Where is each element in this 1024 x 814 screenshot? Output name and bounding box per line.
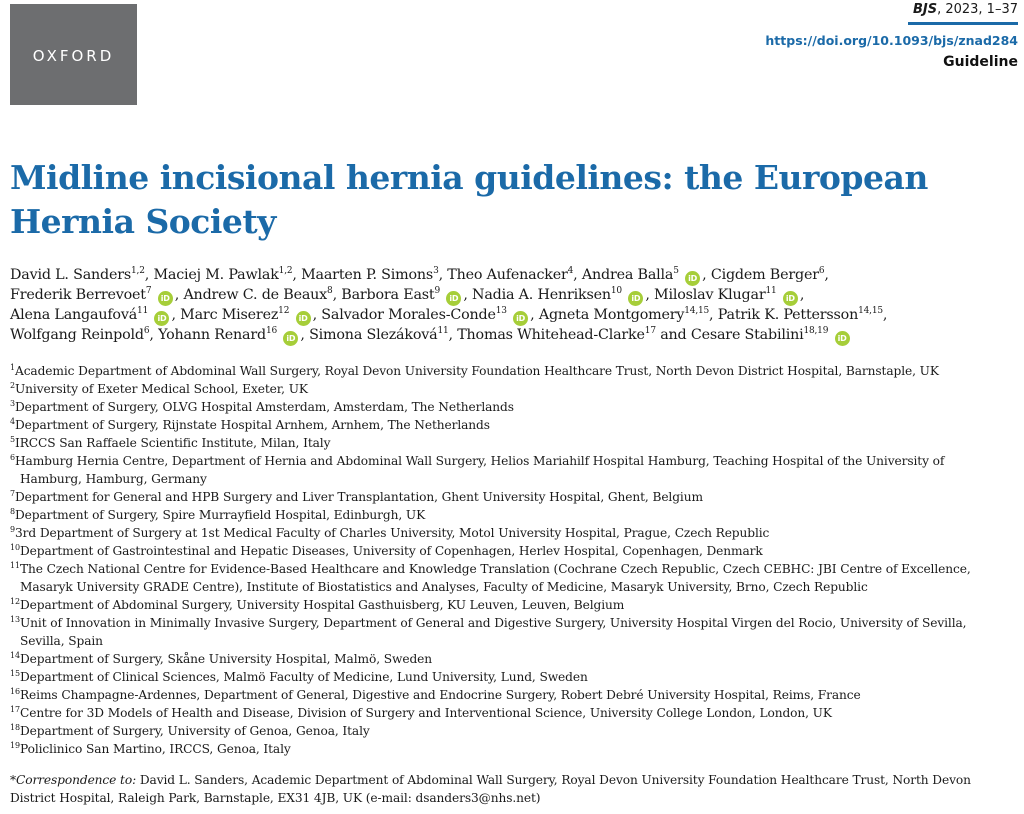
author-affiliation-ref: 6 [143,326,150,337]
correspondence-line-1: David L. Sanders, Academic Department of Abdominal Wall Surgery, Royal Devon University Foundation Healthcare Trust, North Devon [136,773,971,787]
author [10,287,175,303]
author-separator: , [438,267,448,283]
publisher-logo-text: OXFORD [32,46,115,65]
correspondence-label: *Correspondence to: [10,773,137,787]
header-rule [908,22,1018,25]
affiliation-text: Department of Clinical Sciences, Malmö Faculty of Medicine, Lund University, Lund, Sweden [19,670,588,684]
affiliation-text: Centre for 3D Models of Health and Disease, Division of Surgery and Interventional Science, University College London, London, UK [19,706,832,720]
author-name[interactable]: Yohann Renard [158,327,266,343]
affiliation-item [10,650,1010,668]
affiliation-text: 3rd Department of Surgery at 1st Medical Faculty of Charles University, Motol University Hospital, Prague, Czech Republic [15,526,770,540]
citation-rest: , 2023, 1–37 [937,2,1018,17]
affiliation-item [10,362,1010,380]
affiliation-number: 14 [10,650,20,660]
article-type: Guideline [943,54,1018,70]
affiliation-text: University of Exeter Medical School, Exeter, UK [15,382,308,396]
author-name[interactable]: Wolfgang Reinpold [10,327,144,343]
affiliation-text: Department of Surgery, University of Genoa, Genoa, Italy [19,724,370,738]
affiliation-number: 2 [10,380,15,390]
author [10,327,149,343]
affiliation-item [10,398,1010,416]
author [10,267,145,283]
author-name[interactable]: Barbora East [341,287,435,303]
affiliation-text: Hamburg, Hamburg, Germany [20,472,207,486]
title-line-1: Midline incisional hernia guidelines: the European [10,158,928,197]
affiliation-item [10,380,1010,398]
author [158,327,300,343]
author-affiliation-ref: 1,2 [131,266,145,277]
affiliation-text: Academic Department of Abdominal Wall Surgery, Royal Devon University Foundation Healthcare Trust, North Devon District Hospital, Barnstaple, UK [15,364,939,378]
author-separator: , [300,327,310,343]
author [180,307,312,323]
author-separator: , [702,267,711,283]
author-name[interactable]: Cesare Stabilini [690,327,804,343]
author-separator: , [149,327,159,343]
affiliation-item [10,506,1010,524]
author-name[interactable]: David L. Sanders [10,267,132,283]
author [539,307,709,323]
affiliation-number: 1 [10,362,15,372]
author-affiliation-ref: 12 [278,306,290,317]
author [321,307,530,323]
author-affiliation-ref: 14,15 [858,306,883,317]
affiliation-text: Hamburg Hernia Centre, Department of Hernia and Abdominal Wall Surgery, Helios Mariahilf Hospital Hamburg, Teaching Hospital of the University of [15,454,945,468]
affiliation-item [10,560,1010,596]
journal-name: BJS [912,2,938,17]
doi-link[interactable]: https://doi.org/10.1093/bjs/znad284 [765,33,1018,48]
author-name[interactable]: Frederik Berrevoet [10,287,146,303]
author-affiliation-ref: 11 [437,326,449,337]
author-name[interactable]: Simona Slezáková [309,327,438,343]
author [183,287,332,303]
publisher-logo [10,4,137,105]
affiliation-item [10,740,1010,758]
author [301,267,439,283]
author-name[interactable]: Patrik K. Pettersson [717,307,859,323]
affiliation-number: 15 [10,668,20,678]
orcid-icon[interactable]: iD [154,311,169,326]
author [10,307,171,323]
author-name[interactable]: Maarten P. Simons [301,267,434,283]
affiliation-text: Department of Surgery, OLVG Hospital Amsterdam, Amsterdam, The Netherlands [15,400,514,414]
author-separator: and [655,327,691,343]
affiliation-item [10,416,1010,434]
affiliation-item [10,452,1010,488]
author-affiliation-ref: 10 [610,286,622,297]
affiliation-number: 11 [10,560,20,570]
author-affiliation-ref: 16 [265,326,278,337]
affiliation-item [10,614,1010,650]
affiliation-text: Department of Gastrointestinal and Hepatic Diseases, University of Copenhagen, Herlev Hospital, Copenhagen, Denmark [19,544,763,558]
author [447,267,573,283]
author-separator: , [645,287,655,303]
author-name[interactable]: Andrew C. de Beaux [183,287,328,303]
orcid-icon[interactable]: iD [685,271,700,286]
affiliation-number: 12 [10,596,20,606]
author-separator: , [312,307,322,323]
affiliation-text: Reims Champagne-Ardennes, Department of General, Digestive and Endocrine Surgery, Robert Debré University Hospital, Reims, France [19,688,861,702]
correspondence [10,771,1015,807]
affiliation-number: 7 [10,488,15,498]
author-name[interactable]: Nadia A. Henriksen [472,287,611,303]
affiliation-number: 13 [10,614,20,624]
affiliation-text: The Czech National Centre for Evidence-Based Healthcare and Knowledge Translation (Cochrane Czech Republic, Czech CEBHC: JBI Centre of Excellence, [19,562,971,576]
affiliation-text: Department of Surgery, Rijnstate Hospital Arnhem, Arnhem, The Netherlands [15,418,490,432]
affiliation-text: Sevilla, Spain [20,634,103,648]
author [718,307,883,323]
affiliation-item [10,722,1010,740]
orcid-icon[interactable]: iD [283,331,298,346]
author-separator: , [171,307,181,323]
affiliation-number: 10 [10,542,20,552]
author-affiliation-ref: 18,19 [803,326,829,337]
author-affiliation-ref: 13 [495,306,507,317]
author-name[interactable]: Miloslav Klugar [654,287,766,303]
article-title [10,156,970,244]
author-affiliation-ref: 9 [434,286,440,297]
author-affiliation-ref: 6 [818,266,825,277]
author-name[interactable]: Agneta Montgomery [538,307,685,323]
author-list [10,266,1010,346]
author [711,267,825,283]
affiliation-number: 17 [10,704,20,714]
affiliation-text: Department for General and HPB Surgery and Liver Transplantation, Ghent University Hospital, Ghent, Belgium [15,490,703,504]
affiliation-text: Department of Abdominal Surgery, University Hospital Gasthuisberg, KU Leuven, Leuven, Belgium [19,598,625,612]
orcid-icon[interactable]: iD [296,311,311,326]
affiliation-number: 3 [10,398,15,408]
author [457,327,656,343]
affiliation-number: 19 [10,740,20,750]
author-separator: , [292,267,302,283]
author-name[interactable]: Maciej M. Pawlak [153,267,279,283]
author [691,327,852,343]
author-affiliation-ref: 11 [137,306,149,317]
author-name[interactable]: Alena Langaufová [10,307,138,323]
author [654,287,800,303]
author-separator: , [824,267,829,283]
author [341,287,463,303]
author-name[interactable]: Theo Aufenacker [447,267,568,283]
title-line-2: Hernia Society [10,202,276,241]
affiliation-item [10,686,1010,704]
correspondence-line-2: District Hospital, Raleigh Park, Barnstaple, EX31 4JB, UK (e-mail: dsanders3@nhs.net) [10,791,541,805]
affiliation-number: 9 [10,524,15,534]
author [153,267,292,283]
author-name[interactable]: Thomas Whitehead-Clarke [457,327,645,343]
author-separator: , [144,267,154,283]
affiliation-item [10,488,1010,506]
author-separator: , [799,287,805,303]
author-name[interactable]: Marc Miserez [180,307,279,323]
affiliation-number: 18 [10,722,20,732]
author-name[interactable]: Salvador Morales-Conde [321,307,496,323]
affiliation-number: 8 [10,506,15,516]
affiliation-text: Masaryk University GRADE Centre), Institute of Biostatistics and Analyses, Faculty of Medicine, Masaryk University, Brno, Czech Republic [20,580,868,594]
orcid-icon[interactable]: iD [783,291,798,306]
author-separator: , [463,287,473,303]
author-separator: , [573,267,582,283]
orcid-icon[interactable]: iD [835,331,850,346]
author-affiliation-ref: 11 [765,286,777,297]
affiliation-text: Department of Surgery, Spire Murrayfield Hospital, Edinburgh, UK [15,508,426,522]
affiliation-number: 5 [10,434,15,444]
author-affiliation-ref: 17 [644,326,656,337]
author-name[interactable]: Andrea Balla [581,267,674,283]
article-meta [765,1,1018,70]
affiliation-number: 4 [10,416,15,426]
affiliation-item [10,542,1010,560]
author-name[interactable]: Cigdem Berger [710,267,819,283]
author-affiliation-ref: 1,2 [278,266,293,277]
orcid-icon[interactable]: iD [158,291,173,306]
affiliation-text: Policlinico San Martino, IRCCS, Genoa, Italy [19,742,291,756]
author-separator: , [530,307,539,323]
affiliation-item [10,434,1010,452]
author-separator: , [332,287,342,303]
affiliation-item [10,704,1010,722]
affiliation-text: Unit of Innovation in Minimally Invasive Surgery, Department of General and Digestive Surgery, University Hospital Virgen del Rocio, University of Sevilla, [19,616,967,630]
affiliation-item [10,524,1010,542]
orcid-icon[interactable]: iD [513,311,528,326]
author-affiliation-ref: 3 [433,266,439,277]
author-affiliation-ref: 4 [567,266,574,277]
author-affiliation-ref: 8 [327,286,333,297]
author-affiliation-ref: 5 [673,266,679,277]
author [309,327,448,343]
affiliation-list [10,362,1010,758]
author-separator: , [174,287,184,303]
journal-citation [765,1,1018,19]
affiliation-text: IRCCS San Raffaele Scientific Institute, Milan, Italy [15,436,331,450]
affiliation-number: 6 [10,452,15,462]
author-separator: , [882,307,888,323]
orcid-icon[interactable]: iD [446,291,461,306]
orcid-icon[interactable]: iD [628,291,643,306]
affiliation-item [10,596,1010,614]
author-separator: , [709,307,718,323]
author-affiliation-ref: 14,15 [684,306,710,317]
affiliation-text: Department of Surgery, Skåne University Hospital, Malmö, Sweden [19,652,433,666]
author [582,267,702,283]
author-separator: , [448,327,458,343]
author-affiliation-ref: 7 [145,286,152,297]
affiliation-number: 16 [10,686,20,696]
affiliation-item [10,668,1010,686]
author [472,287,645,303]
